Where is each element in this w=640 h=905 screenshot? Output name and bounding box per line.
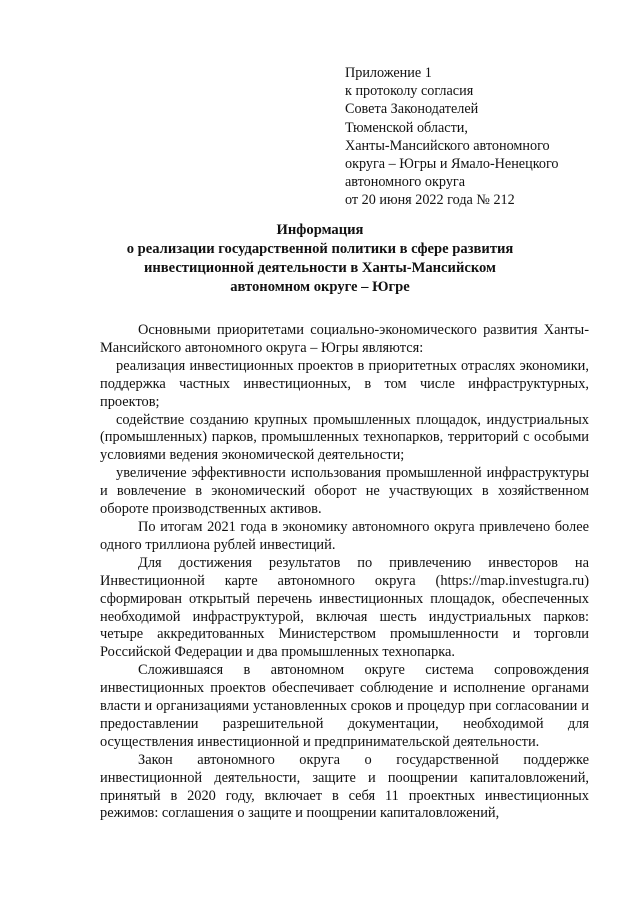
list-item: содействие созданию крупных промышленных площадок, индустриальных (промышленных) парков, промышленных технопарков, территорий с особыми условиями ведения экономической деятельности; xyxy=(100,411,589,464)
appendix-block xyxy=(345,64,615,210)
appendix-line: Приложение 1 xyxy=(345,65,432,81)
document-body xyxy=(100,322,589,823)
body-paragraph: По итогам 2021 года в экономику автономного округа привлечено более одного триллиона рублей инвестиций. xyxy=(100,518,589,553)
appendix-line: округа – Югры и Ямало-Ненецкого xyxy=(345,156,559,173)
body-paragraph: Основными приоритетами социально-экономического развития Ханты-Мансийского автономного округа – Югры являются: xyxy=(100,322,589,356)
title-line: автономном округе – Югре xyxy=(230,279,410,295)
appendix-line: к протоколу согласия xyxy=(345,83,474,100)
body-paragraph: Для достижения результатов по привлечению инвесторов на Инвестиционной карте автономного округа (https://map.investugra.ru) сформирован открытый перечень инвестиционных площадок, обеспеченных необходимой инфраструктурой, включая шесть индустриальных парков: четыре аккредитованных Министерством промышленности и торговли Российской Федерации и два промышленных технопарка. xyxy=(100,554,589,661)
appendix-line: Ханты-Мансийского автономного xyxy=(345,137,550,154)
title-line: инвестиционной деятельности в Ханты-Мансийском xyxy=(143,260,497,276)
appendix-line: от 20 июня 2022 года № 212 xyxy=(345,192,515,209)
list-item: увеличение эффективности использования промышленной инфраструктуры и вовлечение в экономический оборот не участвующих в хозяйственном обороте производственных активов. xyxy=(100,465,589,518)
title-line: о реализации государственной политики в сфере развития xyxy=(126,241,514,257)
title-heading: Информация xyxy=(276,222,364,238)
appendix-line: Тюменской области, xyxy=(345,119,468,136)
body-paragraph: Сложившаяся в автономном округе система сопровождения инвестиционных проектов обеспечивает соблюдение и исполнение органами власти и организациями установленных сроков и процедур при согласовании и предоставлении разрешительной документации, необходимой для осуществления инвестиционной и предпринимательской деятельности. xyxy=(100,662,589,750)
appendix-line: Совета Законодателей xyxy=(345,101,479,118)
document-title xyxy=(90,221,550,297)
appendix-line: автономного округа xyxy=(345,174,466,191)
list-item: реализация инвестиционных проектов в приоритетных отраслях экономики, поддержка частных инвестиционных, в том числе инфраструктурных, проектов; xyxy=(100,357,589,410)
body-paragraph: Закон автономного округа о государственной поддержке инвестиционной деятельности, защите и поощрении капиталовложений, принятый в 2020 году, включает в себя 11 проектных инвестиционных режимов: соглашения о защите и поощрении капиталовложений, xyxy=(100,751,589,822)
